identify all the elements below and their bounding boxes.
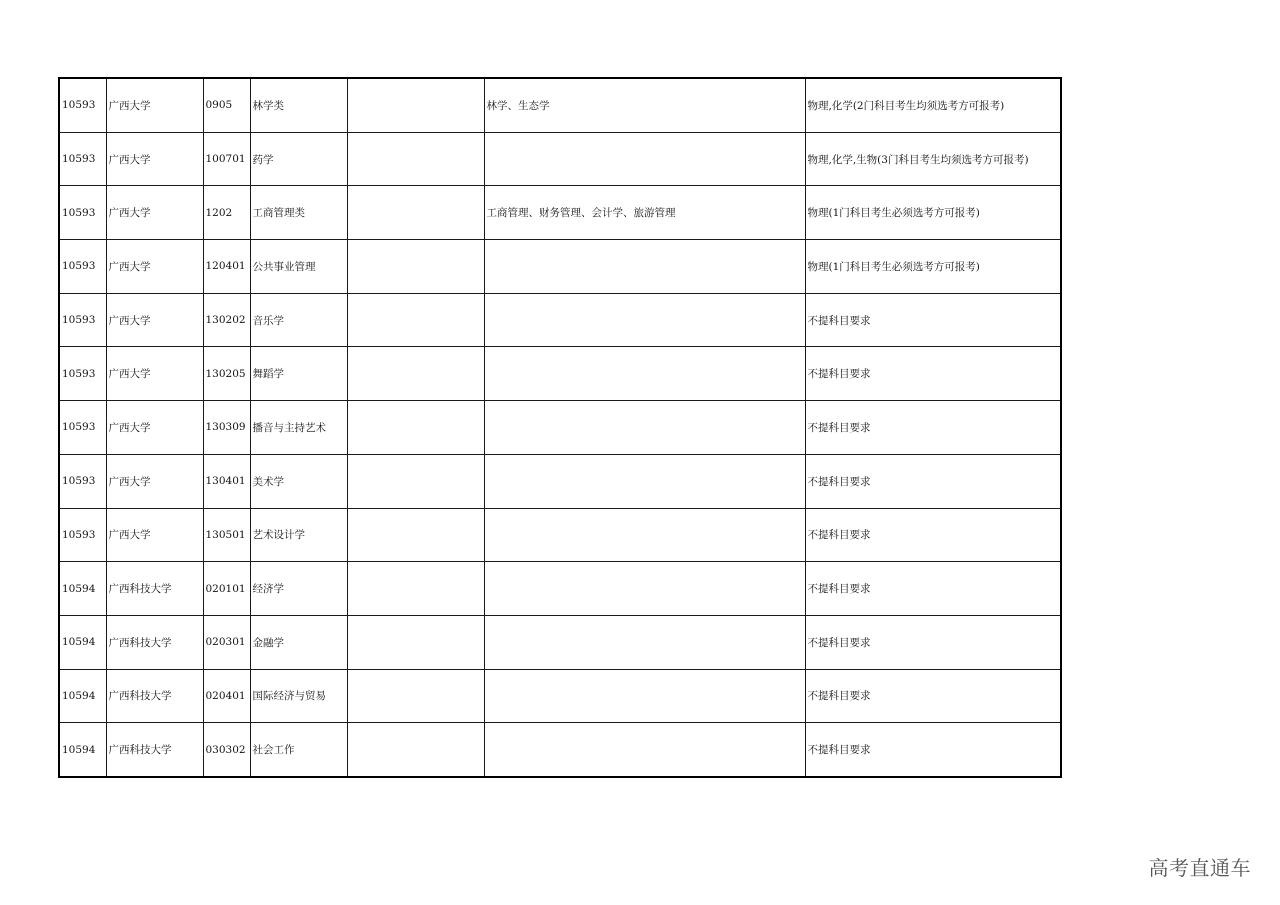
subject-requirement-table [58,77,1062,778]
subject-requirement-cell: 不提科目要求 [805,293,1061,347]
school-name-cell: 广西大学 [106,401,203,455]
school-name-cell: 广西科技大学 [106,562,203,616]
included-majors-cell [484,454,805,508]
major-name-cell: 林学类 [250,78,347,132]
school-name-cell: 广西大学 [106,508,203,562]
table-row [59,240,1061,294]
watermark-text: 高考直通车 [1148,856,1251,880]
note-cell [347,723,484,777]
note-cell [347,401,484,455]
subject-requirement-cell: 不提科目要求 [805,454,1061,508]
major-name-cell: 经济学 [250,562,347,616]
school-name-cell: 广西大学 [106,454,203,508]
included-majors-cell [484,132,805,186]
table-row [59,293,1061,347]
major-name-cell: 社会工作 [250,723,347,777]
included-majors-cell [484,669,805,723]
major-name-cell: 工商管理类 [250,186,347,240]
major-code-cell: 020101 [203,562,250,616]
note-cell [347,562,484,616]
major-code-cell: 130309 [203,401,250,455]
included-majors-cell [484,293,805,347]
school-code-cell: 10594 [59,669,106,723]
subject-requirement-cell: 不提科目要求 [805,347,1061,401]
school-name-cell: 广西科技大学 [106,669,203,723]
school-code-cell: 10593 [59,186,106,240]
school-code-cell: 10593 [59,78,106,132]
school-name-cell: 广西大学 [106,78,203,132]
included-majors-cell [484,615,805,669]
table-row [59,78,1061,132]
included-majors-cell [484,240,805,294]
note-cell [347,454,484,508]
table-row [59,401,1061,455]
school-code-cell: 10593 [59,454,106,508]
note-cell [347,508,484,562]
school-name-cell: 广西大学 [106,347,203,401]
subject-requirement-cell: 不提科目要求 [805,508,1061,562]
table-body [59,78,1061,777]
table-row [59,347,1061,401]
subject-requirement-cell: 物理,化学(2门科目考生均须选考方可报考) [805,78,1061,132]
note-cell [347,78,484,132]
note-cell [347,240,484,294]
school-code-cell: 10593 [59,508,106,562]
major-code-cell: 0905 [203,78,250,132]
included-majors-cell [484,723,805,777]
included-majors-cell [484,347,805,401]
included-majors-cell [484,562,805,616]
subject-requirement-cell: 不提科目要求 [805,615,1061,669]
major-code-cell: 130202 [203,293,250,347]
major-code-cell: 130501 [203,508,250,562]
note-cell [347,132,484,186]
subject-requirement-cell: 不提科目要求 [805,723,1061,777]
major-name-cell: 舞蹈学 [250,347,347,401]
school-code-cell: 10593 [59,132,106,186]
major-name-cell: 播音与主持艺术 [250,401,347,455]
table-row [59,508,1061,562]
major-code-cell: 030302 [203,723,250,777]
school-name-cell: 广西大学 [106,132,203,186]
subject-requirement-cell: 物理(1门科目考生必须选考方可报考) [805,186,1061,240]
subject-requirement-cell: 不提科目要求 [805,562,1061,616]
note-cell [347,293,484,347]
table-row [59,669,1061,723]
major-name-cell: 金融学 [250,615,347,669]
major-name-cell: 音乐学 [250,293,347,347]
table-row [59,723,1061,777]
note-cell [347,615,484,669]
note-cell [347,186,484,240]
included-majors-cell: 工商管理、财务管理、会计学、旅游管理 [484,186,805,240]
school-name-cell: 广西大学 [106,186,203,240]
major-name-cell: 公共事业管理 [250,240,347,294]
school-code-cell: 10594 [59,562,106,616]
school-code-cell: 10593 [59,347,106,401]
major-name-cell: 艺术设计学 [250,508,347,562]
major-code-cell: 020301 [203,615,250,669]
major-name-cell: 药学 [250,132,347,186]
major-code-cell: 020401 [203,669,250,723]
table-row [59,132,1061,186]
school-name-cell: 广西科技大学 [106,615,203,669]
subject-requirement-cell: 不提科目要求 [805,669,1061,723]
school-code-cell: 10593 [59,240,106,294]
note-cell [347,347,484,401]
major-code-cell: 100701 [203,132,250,186]
table-row [59,615,1061,669]
table-row [59,186,1061,240]
school-code-cell: 10593 [59,293,106,347]
major-code-cell: 1202 [203,186,250,240]
school-code-cell: 10594 [59,615,106,669]
school-code-cell: 10594 [59,723,106,777]
subject-requirement-cell: 物理,化学,生物(3门科目考生均须选考方可报考) [805,132,1061,186]
major-code-cell: 130205 [203,347,250,401]
school-name-cell: 广西大学 [106,293,203,347]
included-majors-cell [484,401,805,455]
school-name-cell: 广西大学 [106,240,203,294]
school-code-cell: 10593 [59,401,106,455]
included-majors-cell [484,508,805,562]
major-code-cell: 130401 [203,454,250,508]
major-name-cell: 美术学 [250,454,347,508]
subject-requirement-cell: 物理(1门科目考生必须选考方可报考) [805,240,1061,294]
included-majors-cell: 林学、生态学 [484,78,805,132]
major-name-cell: 国际经济与贸易 [250,669,347,723]
major-code-cell: 120401 [203,240,250,294]
school-name-cell: 广西科技大学 [106,723,203,777]
table-row [59,454,1061,508]
note-cell [347,669,484,723]
table-row [59,562,1061,616]
subject-requirement-cell: 不提科目要求 [805,401,1061,455]
